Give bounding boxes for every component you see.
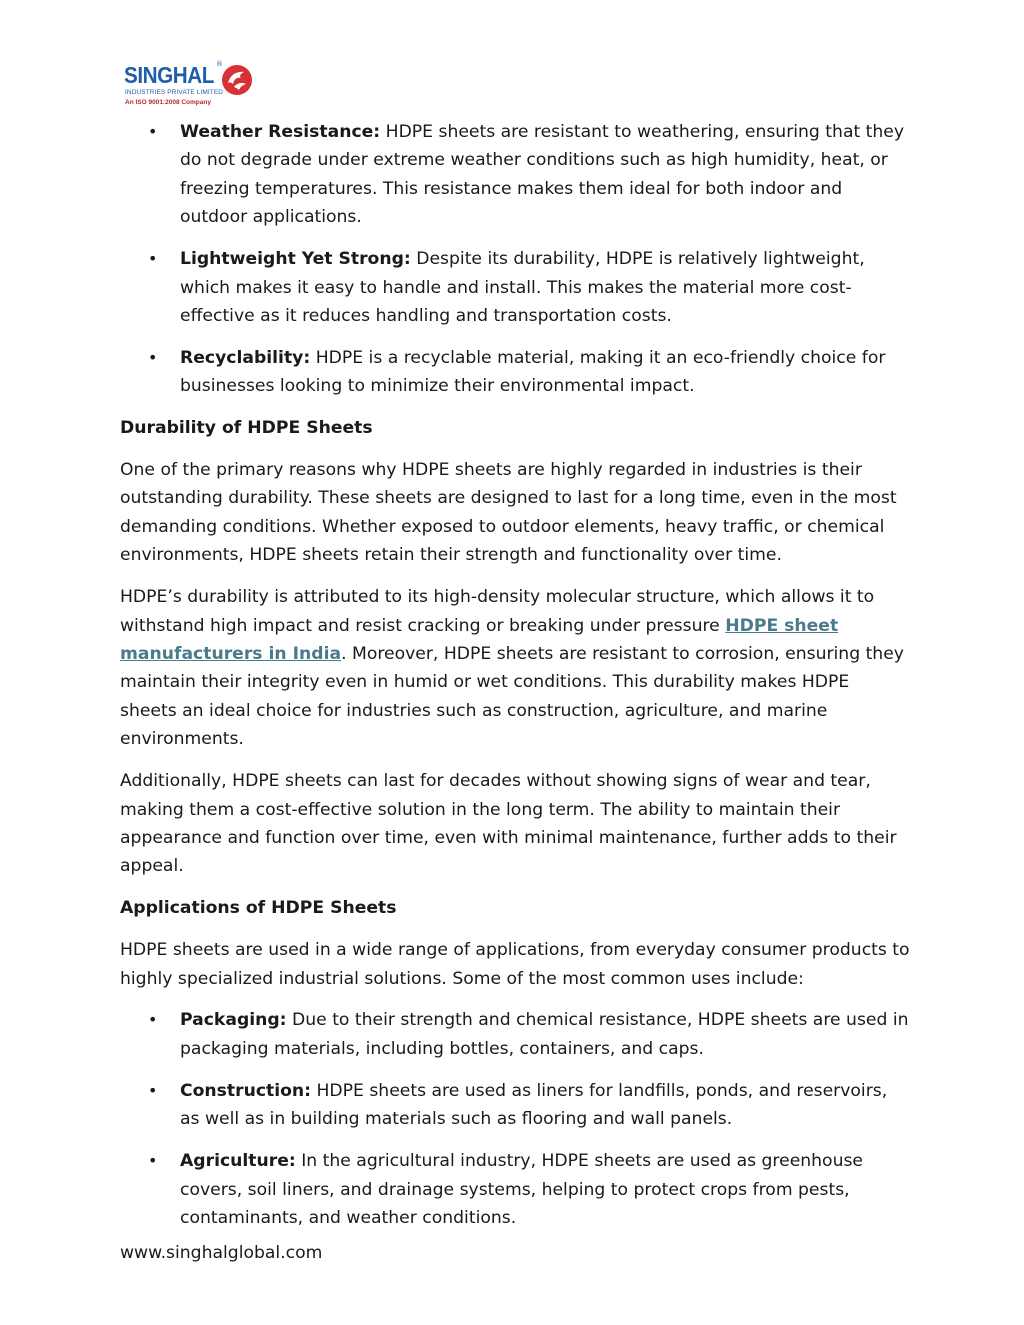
- document-body: [120, 118, 910, 1246]
- durability-paragraph-2: [120, 583, 910, 753]
- list-item-text: HDPE is a recyclable material, making it an eco-friendly choice for businesses looking to minimize their environmental impact.: [180, 347, 886, 397]
- paragraph-text: . Moreover, HDPE sheets are resistant to corrosion, ensuring they maintain their integrity even in humid or wet conditions. This durability makes HDPE sheets an ideal choice for industries such as construction, agriculture, and marine environments.: [120, 644, 904, 750]
- bullet-icon: •: [148, 1151, 158, 1171]
- list-item-term: Construction:: [180, 1080, 312, 1101]
- list-item: [120, 1006, 910, 1063]
- durability-paragraph-1: One of the primary reasons why HDPE sheets are highly regarded in industries is their outstanding durability. These sheets are designed to last for a long time, even in the most demanding conditions. Whether exposed to outdoor elements, heavy traffic, or chemical environments, HDPE sheets retain their strength and functionality over time.: [120, 460, 897, 566]
- company-logo: [124, 58, 258, 110]
- list-item-text: Due to their strength and chemical resistance, HDPE sheets are used in packaging materials, including bottles, containers, and caps.: [180, 1010, 909, 1059]
- list-item-text: HDPE sheets are resistant to weathering, ensuring that they do not degrade under extreme weather conditions such as high humidity, heat, or freezing temperatures. This resistance makes them ideal for both indoor and outdoor applications.: [180, 122, 905, 228]
- list-item-term: Agriculture:: [180, 1151, 296, 1172]
- bullet-icon: •: [148, 122, 158, 141]
- applications-list: [120, 1006, 910, 1232]
- properties-list: [120, 118, 910, 401]
- bullet-icon: •: [148, 347, 158, 367]
- durability-paragraph-3: Additionally, HDPE sheets can last for decades without showing signs of wear and tear, making them a cost-effective solution in the long term. The ability to maintain their appearance and function over time, even with minimal maintenance, further adds to their appeal.: [120, 771, 897, 877]
- list-item-term: Packaging:: [180, 1010, 287, 1031]
- list-item: [120, 344, 910, 401]
- logo-registered-mark: ®: [216, 60, 223, 68]
- list-item-term: Recyclability:: [180, 347, 311, 368]
- logo-brand-text: SINGHAL: [124, 62, 214, 88]
- bullet-icon: •: [148, 249, 158, 269]
- logo-pegasus-icon: [220, 63, 254, 97]
- footer-url: www.singhalglobal.com: [120, 1243, 323, 1263]
- list-item-text: HDPE sheets are used as liners for landfills, ponds, and reservoirs, as well as in building materials such as flooring and wall panels.: [180, 1080, 888, 1130]
- list-item-term: Lightweight Yet Strong:: [180, 249, 411, 270]
- paragraph-text: HDPE’s durability is attributed to its high-density molecular structure, which allows it to withstand high impact and resist cracking or breaking under pressure: [120, 587, 875, 636]
- hdpe-manufacturers-link[interactable]: HDPE sheet manufacturers in India: [120, 615, 839, 664]
- list-item-term: Weather Resistance:: [180, 122, 381, 142]
- list-item: [120, 1147, 910, 1232]
- list-item-text: Despite its durability, HDPE is relatively lightweight, which makes it easy to handle and install. This makes the material more cost-effective as it reduces handling and transportation costs.: [180, 249, 865, 326]
- applications-heading: Applications of HDPE Sheets: [120, 898, 397, 919]
- list-item: [120, 1077, 910, 1134]
- bullet-icon: •: [148, 1080, 158, 1100]
- bullet-icon: •: [148, 1010, 158, 1030]
- list-item: [120, 245, 910, 330]
- logo-subtitle: INDUSTRIES PRIVATE LIMITED: [125, 89, 224, 96]
- durability-heading: Durability of HDPE Sheets: [120, 418, 373, 439]
- logo-iso-tagline: An ISO 9001:2008 Company: [125, 99, 211, 106]
- list-item-text: In the agricultural industry, HDPE sheets are used as greenhouse covers, soil liners, and drainage systems, helping to protect crops from pests, contaminants, and weather conditions.: [180, 1151, 863, 1228]
- applications-intro: HDPE sheets are used in a wide range of applications, from everyday consumer products to highly specialized industrial solutions. Some of the most common uses include:: [120, 940, 910, 989]
- list-item: [120, 118, 910, 232]
